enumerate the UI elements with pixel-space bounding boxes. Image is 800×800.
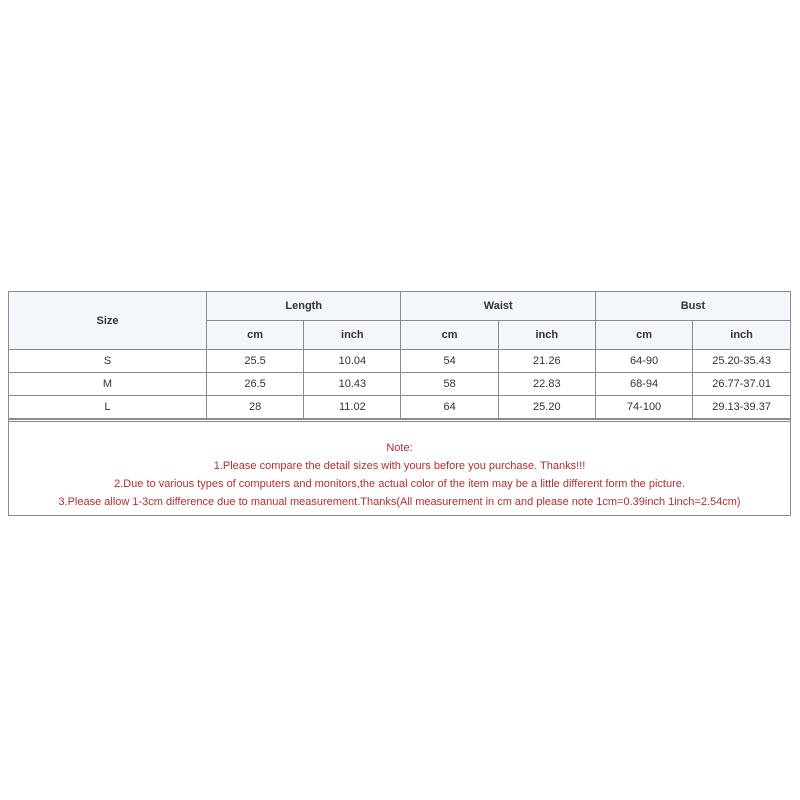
table-row: [9, 350, 790, 373]
size-cell: M: [9, 373, 206, 396]
length-header: Length: [206, 292, 400, 321]
header-row-groups: [9, 292, 790, 321]
table-cell: 68-94: [595, 373, 692, 396]
table-cell: 26.5: [206, 373, 303, 396]
table-row: [9, 396, 790, 419]
unit-header: inch: [304, 321, 401, 350]
table-cell: 11.02: [304, 396, 401, 419]
table-cell: 25.5: [206, 350, 303, 373]
table-cell: 29.13-39.37: [693, 396, 790, 419]
unit-header: cm: [401, 321, 498, 350]
size-cell: S: [9, 350, 206, 373]
size-chart: [8, 291, 791, 516]
table-cell: 10.04: [304, 350, 401, 373]
table-cell: 25.20-35.43: [693, 350, 790, 373]
table-cell: 54: [401, 350, 498, 373]
note-line: 1.Please compare the detail sizes with yours before you purchase. Thanks!!!: [213, 460, 586, 472]
table-cell: 64: [401, 396, 498, 419]
notes-title: Note:: [386, 442, 413, 454]
bust-header: Bust: [595, 292, 790, 321]
unit-header: inch: [498, 321, 595, 350]
size-table: [9, 292, 790, 419]
table-cell: 21.26: [498, 350, 595, 373]
size-cell: L: [9, 396, 206, 419]
note-line: 3.Please allow 1-3cm difference due to manual measurement.Thanks(All measurement in cm and please note 1cm=0.39inch 1inch=2.54cm): [58, 496, 741, 508]
table-cell: 64-90: [595, 350, 692, 373]
note-line: 2.Due to various types of computers and monitors,the actual color of the item may be a little different form the picture.: [114, 478, 685, 490]
unit-header: cm: [206, 321, 303, 350]
table-cell: 26.77-37.01: [693, 373, 790, 396]
table-cell: 28: [206, 396, 303, 419]
size-header: Size: [9, 292, 206, 350]
table-cell: 25.20: [498, 396, 595, 419]
table-cell: 74-100: [595, 396, 692, 419]
unit-header: inch: [693, 321, 790, 350]
notes-section: [9, 421, 790, 515]
table-cell: 10.43: [304, 373, 401, 396]
table-cell: 58: [401, 373, 498, 396]
waist-header: Waist: [401, 292, 595, 321]
table-cell: 22.83: [498, 373, 595, 396]
unit-header: cm: [595, 321, 692, 350]
table-row: [9, 373, 790, 396]
